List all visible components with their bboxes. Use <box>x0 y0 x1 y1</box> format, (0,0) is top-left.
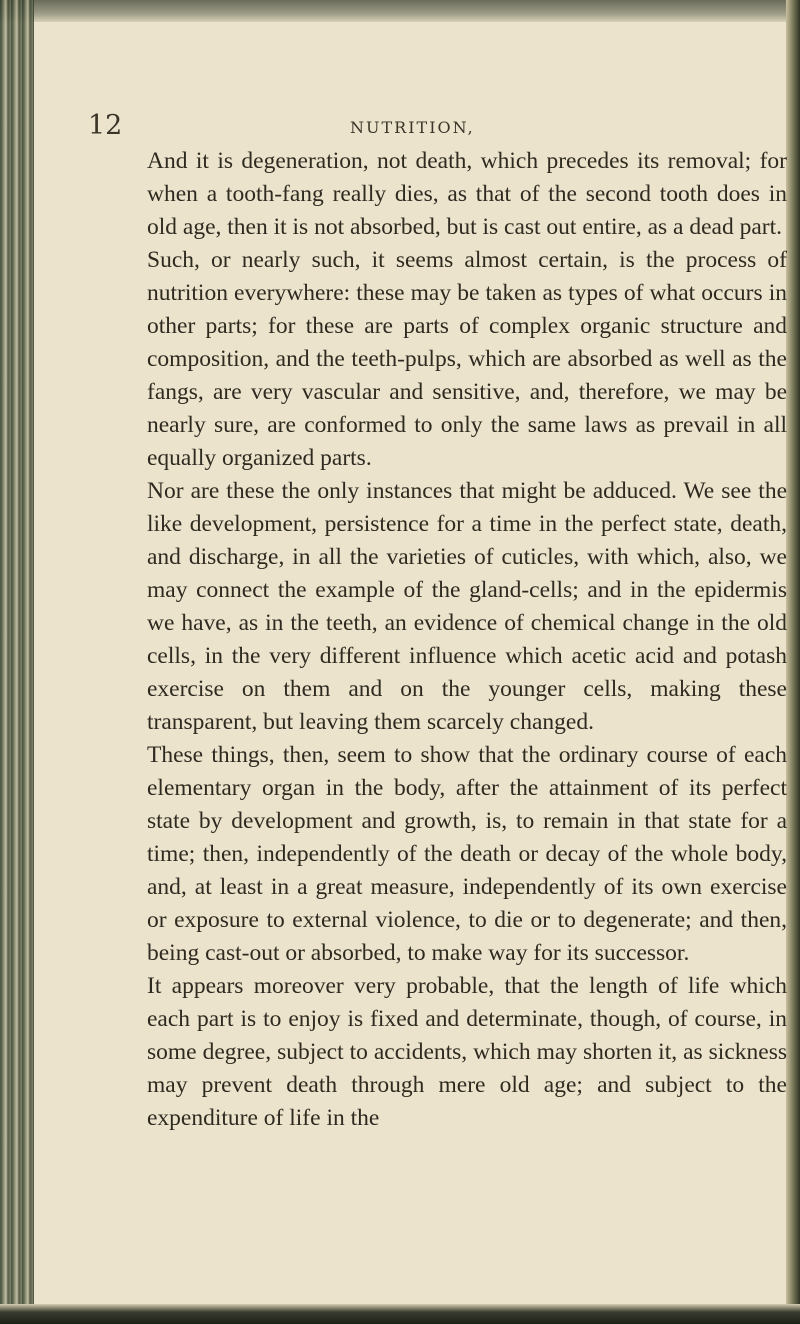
paragraph: It appears moreover very probable, that the length of life which each part is to enjoy is fixed and determinate, though, of course, in some degree, subject to accidents, which may shorten it, as sickness may prevent death through mere old age; and subject to the expenditure of life in the <box>147 973 787 1131</box>
paragraph: These things, then, seem to show that the ordinary course of each elementary organ in the body, after the attainment of its perfect state by development and growth, is, to remain in that state for a time; then, independently of the death or decay of the whole body, and, at least in a great measure, independently of its own exercise or exposure to external violence, to die or to degenerate; and then, being cast-out or absorbed, to make way for its successor. <box>147 742 787 966</box>
paragraph: Nor are these the only instances that might be adduced. We see the like development, persistence for a time in the perfect state, death, and discharge, in all the varieties of cuticles, with which, also, we may connect the example of the gland-cells; and in the epidermis we have, as in the teeth, an evidence of chemical change in the old cells, in the very different influence which acetic acid and potash exercise on them and on the younger cells, making these transparent, but leaving them scarcely changed. <box>147 478 787 735</box>
paragraph: Such, or nearly such, it seems almost certain, is the process of nutrition everywhere: these may be taken as types of what occurs in other parts; for these are parts of complex organic structure and composition, and the teeth-pulps, which are absorbed as well as the fangs, are very vascular and sensitive, and, therefore, we may be nearly sure, are conformed to only the same laws as prevail in all equally organized parts. <box>147 247 787 471</box>
scan-top-edge <box>0 0 800 22</box>
scan-right-edge <box>786 0 800 1324</box>
page-number: 12 <box>88 110 123 141</box>
running-head: NUTRITION, <box>350 118 475 137</box>
book-binding-edge <box>0 0 34 1324</box>
paragraph: And it is degeneration, not death, which precedes its removal; for when a tooth-fang really dies, as that of the second tooth does in old age, then it is not absorbed, but is cast out entire, as a dead part. <box>147 148 787 240</box>
page-header <box>88 110 708 150</box>
body-text <box>147 145 787 1135</box>
scan-bottom-edge <box>0 1304 800 1324</box>
